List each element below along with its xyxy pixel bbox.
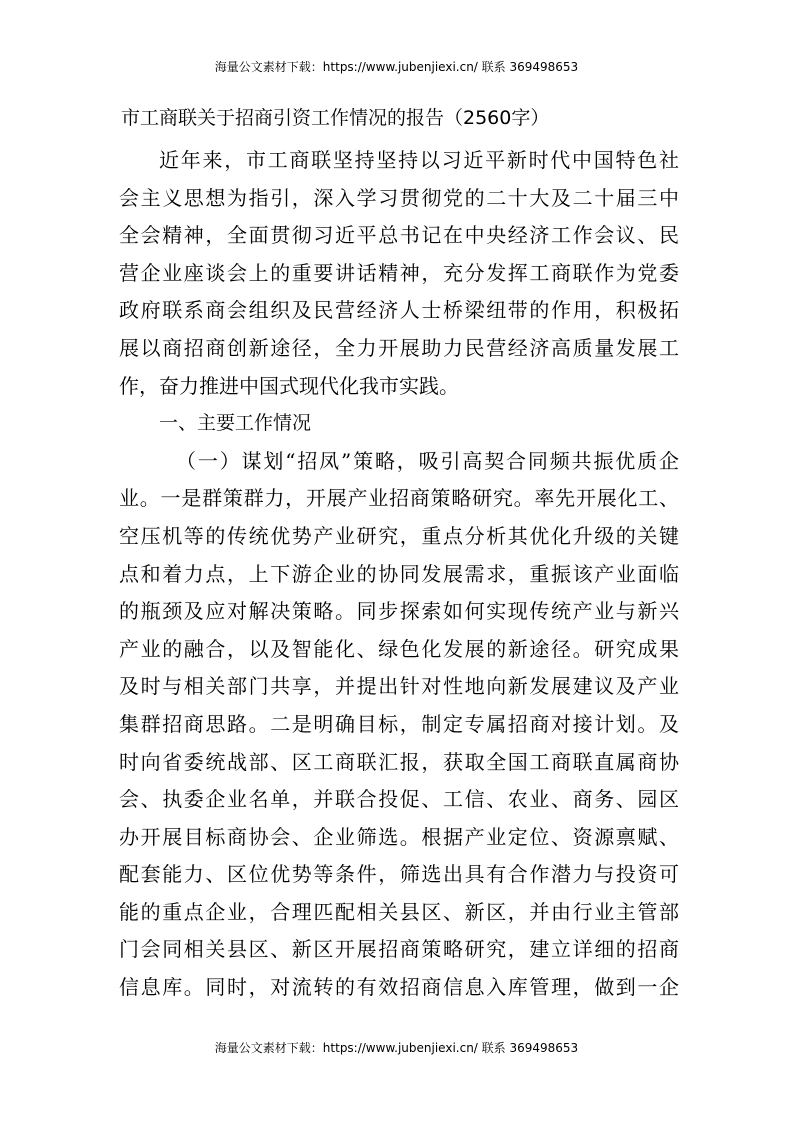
body-line: 展以商招商创新途径，全力开展助力民营经济高质量发展工 xyxy=(119,335,679,360)
body-line: 产业的融合，以及智能化、绿色化发展的新途径。研究成果 xyxy=(119,636,679,661)
body-line: 空压机等的传统优势产业研究，重点分析其优化升级的关键 xyxy=(119,523,679,548)
body-line: 近年来，市工商联坚持坚持以习近平新时代中国特色社 xyxy=(159,148,679,172)
page-header: 海量公文素材下载：https://www.jubenjiexi.cn/ 联系 369498653 xyxy=(214,60,579,74)
body-line: 的瓶颈及应对解决策略。同步探索如何实现传统产业与新兴 xyxy=(119,599,679,624)
body-line: 及时与相关部门共享，并提出针对性地向新发展建议及产业 xyxy=(119,674,679,699)
body-line-mixed xyxy=(119,480,679,518)
section-heading: 一、主要工作情况 xyxy=(159,412,312,435)
body-line: 作，奋力推进中国式现代化我市实践。 xyxy=(119,373,459,398)
body-text: 群策群力，开展产业招商策略研究。率先开展化工、 xyxy=(202,486,680,511)
body-line: 能的重点企业，合理匹配相关县区、新区，并由行业主管部 xyxy=(119,899,679,924)
body-line: 政府联系商会组织及民营经济人士桥梁纽带的作用，积极拓 xyxy=(119,298,679,323)
body-text: 明确目标，制定专属招商对接计划。及 xyxy=(313,711,680,736)
page-footer: 海量公文素材下载：https://www.jubenjiexi.cn/ 联系 369498653 xyxy=(214,1041,579,1055)
body-line: 办开展目标商协会、企业筛选。根据产业定位、资源禀赋、 xyxy=(119,824,679,849)
body-line: 会、执委企业名单，并联合投促、工信、农业、商务、园区 xyxy=(119,787,679,812)
body-line: 信息库。同时，对流转的有效招商信息入库管理，做到一企 xyxy=(119,975,679,1000)
body-line: 会主义思想为指引，深入学习贯彻党的二十大及二十届三中 xyxy=(119,185,679,210)
point-one-label: 一是 xyxy=(160,486,203,511)
body-text: 业。 xyxy=(119,486,161,511)
body-line-mixed xyxy=(119,706,679,744)
body-line: 营企业座谈会上的重要讲话精神，充分发挥工商联作为党委 xyxy=(119,260,679,285)
point-two-label: 二是 xyxy=(270,711,314,736)
body-line: 时向省委统战部、区工商联汇报，获取全国工商联直属商协 xyxy=(119,749,679,774)
document-title: 市工商联关于招商引资工作情况的报告（2560字） xyxy=(121,107,550,129)
body-line: 全会精神，全面贯彻习近平总书记在中央经济工作会议、民 xyxy=(119,223,679,248)
subsection-heading-line: （一）谋划“招凤”策略，吸引高契合同频共振优质企 xyxy=(176,448,679,473)
document-body xyxy=(119,142,679,1007)
body-text: 集群招商思路。 xyxy=(119,711,271,736)
body-line: 配套能力、区位优势等条件，筛选出具有合作潜力与投资可 xyxy=(119,862,679,887)
body-line: 点和着力点，上下游企业的协同发展需求，重振该产业面临 xyxy=(119,561,679,586)
body-line: 门会同相关县区、新区开展招商策略研究，建立详细的招商 xyxy=(119,937,679,962)
